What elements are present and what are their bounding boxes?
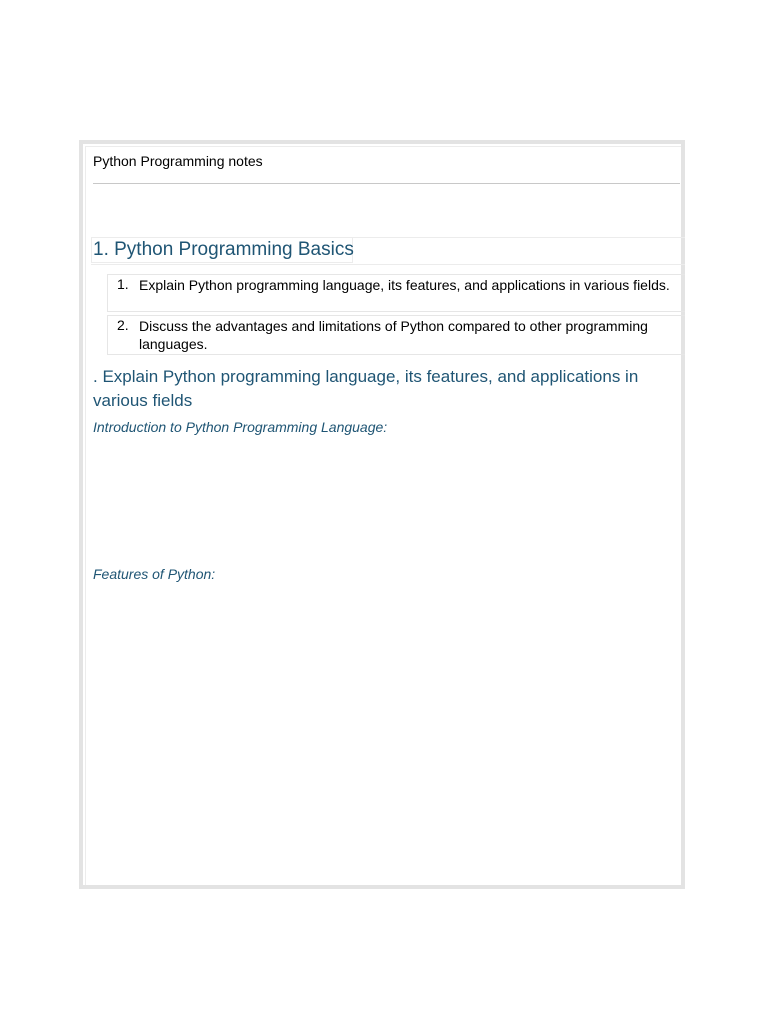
header-divider [93, 183, 680, 184]
list-item [107, 274, 685, 312]
document-header: Python Programming notes [93, 153, 263, 169]
list-item-number: 1. [117, 276, 129, 292]
intro-label: Introduction to Python Programming Language: [93, 419, 388, 435]
list-item-number: 2. [117, 317, 129, 333]
question-subheading: . Explain Python programming language, its features, and applications in various fields [93, 367, 639, 410]
document-page [79, 140, 685, 889]
list-item-text: Explain Python programming language, its features, and applications in various fields. [139, 277, 670, 293]
features-label: Features of Python: [93, 566, 216, 582]
document-content [85, 146, 681, 885]
list-item-text: Discuss the advantages and limitations of Python compared to other programming languages. [139, 318, 648, 352]
list-item [107, 315, 685, 355]
section-heading: 1. Python Programming Basics [93, 239, 354, 260]
